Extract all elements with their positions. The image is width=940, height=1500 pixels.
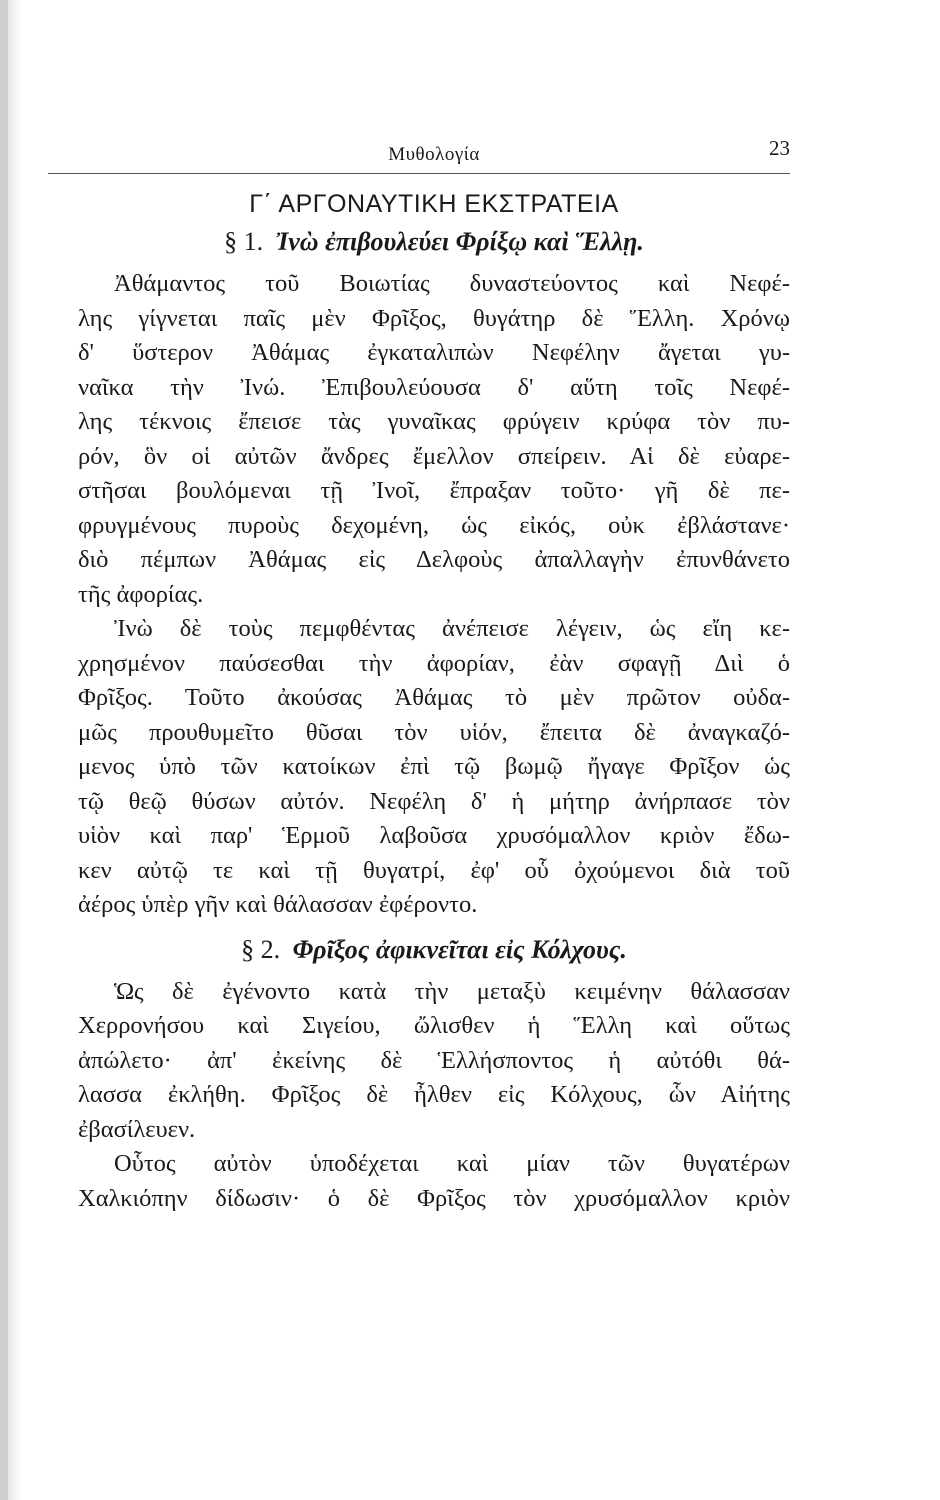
section-2-paragraph-1 [78,975,790,1148]
text-line: Ἰνὼ δὲ τοὺς πεμφθέντας ἀνέπεισε λέγειν, ὡς εἴη κε- [114,615,790,642]
text-line: μενος ὑπὸ τῶν κατοίκων ἐπὶ τῷ βωμῷ ἤγαγε Φρῖξον ὡς [78,753,790,780]
book-spine-edge [0,0,8,1500]
section-1-title [78,227,790,257]
text-line: λης τέκνοις ἔπεισε τὰς γυναῖκας φρύγειν κρύφα τὸν πυ- [78,408,790,435]
text-line: ναῖκα τὴν Ἰνώ. Ἐπιβουλεύουσα δ' αὕτη τοῖς Νεφέ- [78,373,790,401]
section-2-heading: Φρῖξος ἀφικνεῖται εἰς Κόλχους. [292,934,627,964]
text-line: ἐβασίλευεν. [78,1115,196,1143]
book-page [78,130,790,1216]
text-line: Ὡς δὲ ἐγένοντο κατὰ τὴν μεταξὺ κειμένην θάλασσαν [114,977,790,1005]
page-number: 23 [769,136,790,160]
section-1-number: § 1. [224,227,264,256]
text-line: ἀέρος ὑπὲρ γῆν καὶ θάλασσαν ἐφέροντο. [78,891,478,918]
section-1-paragraph-2 [78,612,790,923]
text-line: Οὗτος αὐτὸν ὑποδέχεται καὶ μίαν τῶν θυγατέρων [114,1150,790,1177]
text-line: Χερρονήσου καὶ Σιγείου, ὤλισθεν ἡ Ἕλλη καὶ οὕτως [78,1012,790,1039]
text-line: δ' ὕστερον Ἀθάμας ἐγκαταλιπὼν Νεφέλην ἄγεται γυ- [78,339,790,366]
section-2-title [78,935,790,965]
header-rule [48,173,790,174]
running-title: Μυθολογία [388,144,480,165]
text-line: ρόν, ὃν οἱ αὐτῶν ἄνδρες ἔμελλον σπείρειν. Αἱ δὲ εὐαρε- [78,442,790,470]
text-line: χρησμένον παύσεσθαι τὴν ἀφορίαν, ἐὰν σφαγῇ Διὶ ὁ [78,649,790,677]
section-1-heading: Ἰνὼ ἐπιβουλεύει Φρίξῳ καὶ Ἕλλῃ. [275,227,644,256]
running-header [78,130,790,174]
section-2-paragraph-2 [78,1147,790,1216]
text-line: φρυγμένους πυροὺς δεχομένη, ὡς εἰκός, οὐκ ἐβλάστανε· [78,511,790,539]
text-line: μῶς προυθυμεῖτο θῦσαι τὸν υἱόν, ἔπειτα δὲ ἀναγκαζό- [78,718,790,746]
text-line: Ἀθάμαντος τοῦ Βοιωτίας δυναστεύοντος καὶ Νεφέ- [114,270,790,297]
text-line: λης γίγνεται παῖς μὲν Φρῖξος, θυγάτηρ δὲ Ἕλλη. Χρόνῳ [78,304,790,332]
text-line: τῷ θεῷ θύσων αὐτόν. Νεφέλη δ' ἡ μήτηρ ἀνήρπασε τὸν [78,787,790,815]
text-line: τῆς ἀφορίας. [78,580,204,608]
text-line: διὸ πέμπων Ἀθάμας εἰς Δελφοὺς ἀπαλλαγὴν ἐπυνθάνετο [78,546,790,573]
text-line: στῆσαι βουλόμεναι τῇ Ἰνοῖ, ἔπραξαν τοῦτο· γῆ δὲ πε- [78,477,790,504]
chapter-title: Γ΄ ΑΡΓΟΝΑΥΤΙΚΗ ΕΚΣΤΡΑΤΕΙΑ [249,190,619,218]
section-2-number: § 2. [241,934,281,964]
book-gutter-shadow [8,0,22,1500]
text-line: Χαλκιόπην δίδωσιν· ὁ δὲ Φρῖξος τὸν χρυσόμαλλον κριὸν [78,1184,790,1212]
text-line: υἱὸν καὶ παρ' Ἑρμοῦ λαβοῦσα χρυσόμαλλον κριὸν ἔδω- [78,822,790,849]
section-2 [78,935,790,1217]
text-line: λασσα ἐκλήθη. Φρῖξος δὲ ἦλθεν εἰς Κόλχους, ὧν Αἰήτης [78,1081,790,1108]
section-1 [78,227,790,923]
text-line: ἀπώλετο· ἀπ' ἐκείνης δὲ Ἑλλήσποντος ἡ αὐτόθι θά- [78,1046,790,1074]
text-line: Φρῖξος. Τοῦτο ἀκούσας Ἀθάμας τὸ μὲν πρῶτον οὐδα- [78,684,790,711]
section-1-paragraph-1 [78,267,790,612]
text-line: κεν αὐτῷ τε καὶ τῇ θυγατρί, ἐφ' οὗ ὀχούμενοι διὰ τοῦ [78,856,790,884]
